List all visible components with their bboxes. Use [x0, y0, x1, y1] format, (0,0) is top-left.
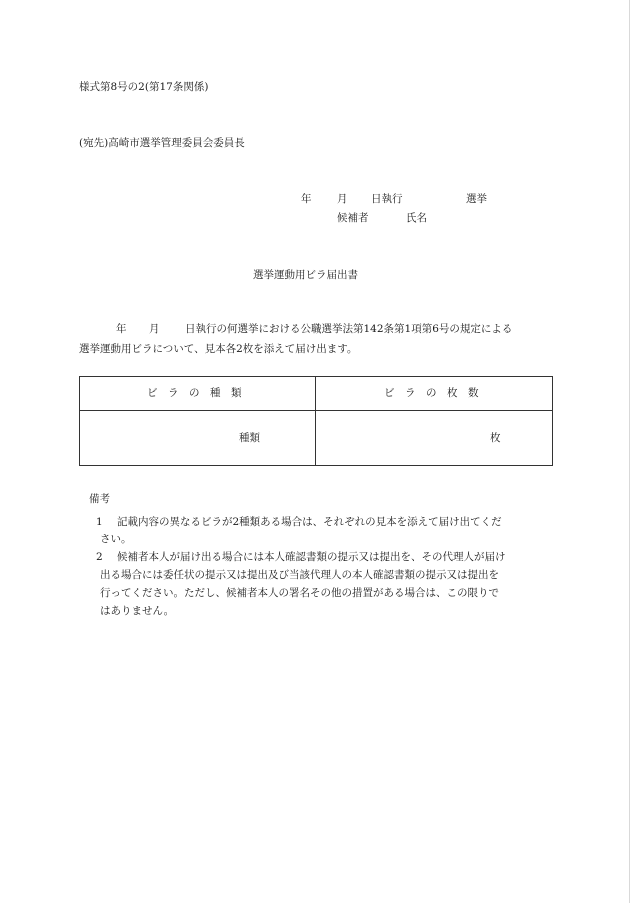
body-text-line-2: 選挙運動用ビラについて、見本各2枚を添えて届け出ます。	[79, 343, 358, 355]
header-cell-type	[80, 377, 316, 411]
table-header-row	[80, 377, 553, 411]
remark-2-line-4: はありません。	[100, 605, 175, 617]
body-year: 年	[116, 323, 127, 335]
remarks-title: 備考	[89, 493, 110, 505]
year-label: 年	[301, 193, 312, 205]
count-unit: 枚	[490, 432, 501, 444]
type-unit: 種類	[239, 432, 260, 444]
addressee: (宛先)高崎市選挙管理委員会委員長	[79, 137, 245, 149]
remark-1-line-2: さい。	[100, 533, 132, 545]
remark-2-line-1: 候補者本人が届け出る場合には本人確認書類の提示又は提出を、その代理人が届け	[117, 551, 506, 563]
candidate-label: 候補者	[337, 212, 369, 224]
header-count-label: ビ ラ の 枚 数	[384, 387, 479, 399]
remark-2-line-2: 出る場合には委任状の提示又は提出及び当該代理人の本人確認書類の提示又は提出を	[100, 569, 499, 581]
body-month: 月	[149, 323, 160, 335]
remark-2-number: 2	[96, 551, 103, 563]
header-cell-count	[316, 377, 553, 411]
count-cell[interactable]	[316, 411, 553, 466]
remark-1-number: 1	[96, 516, 103, 528]
month-label: 月	[337, 193, 348, 205]
type-cell[interactable]	[80, 411, 316, 466]
remark-2-line-3: 行ってください。ただし、候補者本人の署名その他の措置がある場合は、この限りで	[100, 587, 499, 599]
name-label: 氏名	[406, 212, 427, 224]
election-label: 選挙	[466, 193, 487, 205]
document-title: 選挙運動用ビラ届出書	[253, 269, 358, 281]
day-election-label: 日執行	[371, 193, 403, 205]
flyer-table	[79, 376, 553, 466]
form-number: 様式第8号の2(第17条関係)	[79, 81, 209, 93]
body-line1-rest: 日執行の何選挙における公職選挙法第142条第1項第6号の規定による	[185, 323, 513, 335]
body-text-line-1	[0, 324, 630, 338]
remark-1-line-1: 記載内容の異なるビラが2種類ある場合は、それぞれの見本を添えて届け出てくだ	[117, 516, 502, 528]
candidate-line	[0, 213, 630, 227]
table-row	[80, 411, 553, 466]
header-type-label: ビ ラ の 種 類	[147, 387, 242, 399]
election-date-line	[0, 194, 630, 208]
